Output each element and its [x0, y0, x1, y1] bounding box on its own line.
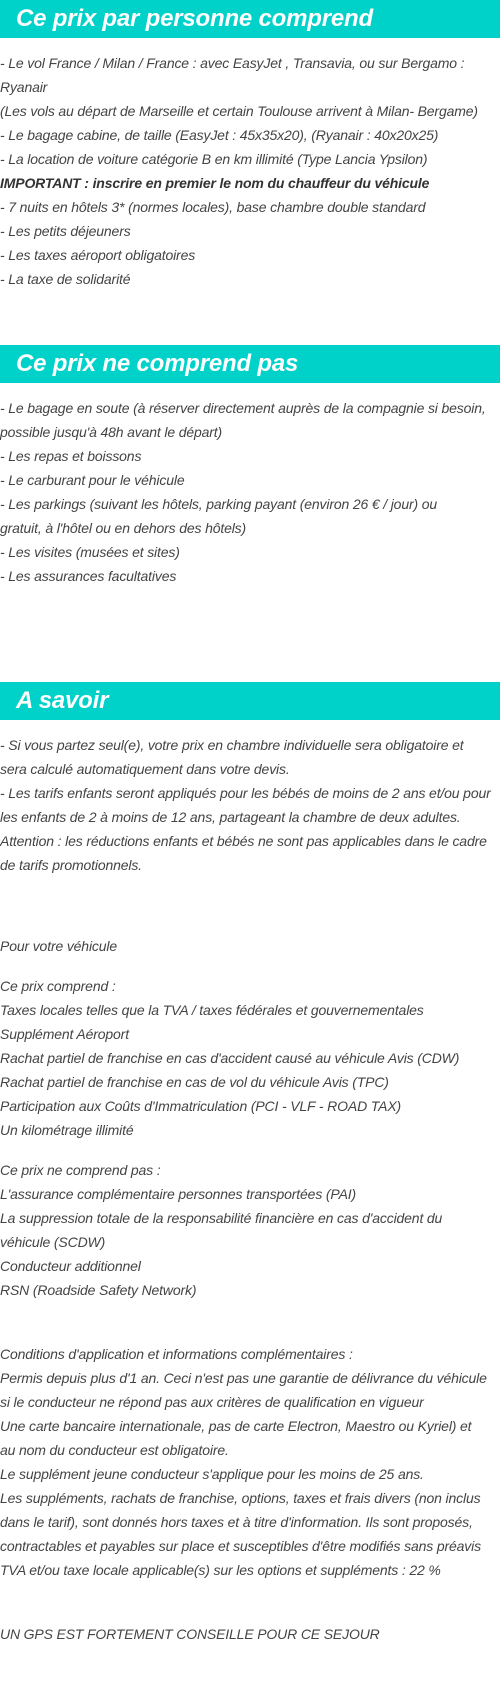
vehicle-heading: Pour votre véhicule: [0, 938, 117, 954]
list-item: - La location de voiture catégorie B en km illimité (Type Lancia Ypsilon): [0, 151, 428, 167]
list-item: Ryanair: [0, 79, 48, 95]
list-item: Une carte bancaire internationale, pas de carte Electron, Maestro ou Kyriel) et: [0, 1418, 472, 1434]
list-item: Attention : les réductions enfants et bébés ne sont pas applicables dans le cadre: [0, 833, 487, 849]
list-item: dans le tarif), sont donnés hors taxes et à titre d'information. Ils sont proposés,: [0, 1514, 473, 1530]
list-item: Rachat partiel de franchise en cas d'accident causé au véhicule Avis (CDW): [0, 1050, 460, 1066]
list-item: - Le carburant pour le véhicule: [0, 472, 185, 488]
list-item: Participation aux Coûts d'Immatriculation (PCI - VLF - ROAD TAX): [0, 1098, 402, 1114]
list-item: RSN (Roadside Safety Network): [0, 1282, 197, 1298]
list-item: si le conducteur ne répond pas aux critères de qualification en vigueur: [0, 1394, 424, 1410]
list-item: Supplément Aéroport: [0, 1026, 129, 1042]
good-to-know-list: [0, 720, 500, 877]
list-item: gratuit, à l'hôtel ou en dehors des hôtels): [0, 520, 247, 536]
section-title-excludes: Ce prix ne comprend pas: [0, 345, 500, 383]
list-item: - Les tarifs enfants seront appliqués pour les bébés de moins de 2 ans et/ou pour: [0, 785, 491, 801]
list-item: - 7 nuits en hôtels 3* (normes locales), base chambre double standard: [0, 199, 426, 215]
includes-list: [0, 38, 500, 291]
list-item: - Les repas et boissons: [0, 448, 142, 464]
list-item: possible jusqu'à 48h avant le départ): [0, 424, 223, 440]
list-item: Conducteur additionnel: [0, 1258, 141, 1274]
list-item: - Les taxes aéroport obligatoires: [0, 247, 196, 263]
list-item: - La taxe de solidarité: [0, 271, 131, 287]
excludes-list: [0, 383, 500, 588]
section-title-includes: Ce prix par personne comprend: [0, 0, 500, 38]
list-item: contractables et payables sur place et susceptibles d'être modifiés sans préavis: [0, 1538, 481, 1554]
list-item: L'assurance complémentaire personnes transportées (PAI): [0, 1186, 357, 1202]
vehicle-includes-heading: Ce prix comprend :: [0, 978, 116, 994]
list-item: Permis depuis plus d'1 an. Ceci n'est pas une garantie de délivrance du véhicule: [0, 1370, 487, 1386]
list-item: - Le bagage en soute (à réserver directement auprès de la compagnie si besoin,: [0, 400, 486, 416]
list-item: - Le bagage cabine, de taille (EasyJet : 45x35x20), (Ryanair : 40x20x25): [0, 127, 439, 143]
list-item: - Si vous partez seul(e), votre prix en chambre individuelle sera obligatoire et: [0, 737, 464, 753]
list-item: sera calculé automatiquement dans votre devis.: [0, 761, 290, 777]
list-item: - Les assurances facultatives: [0, 568, 177, 584]
list-item: Un kilométrage illimité: [0, 1122, 134, 1138]
section-excludes: [0, 345, 500, 588]
list-item: Les suppléments, rachats de franchise, options, taxes et frais divers (non inclus: [0, 1490, 481, 1506]
list-item: (Les vols au départ de Marseille et certain Toulouse arrivent à Milan- Bergame): [0, 103, 478, 119]
vehicle-info: [0, 934, 500, 1646]
list-item: de tarifs promotionnels.: [0, 857, 142, 873]
list-item: TVA et/ou taxe locale applicable(s) sur les options et suppléments : 22 %: [0, 1562, 441, 1578]
section-good-to-know: [0, 682, 500, 877]
list-item: - Les parkings (suivant les hôtels, parking payant (environ 26 € / jour) ou: [0, 496, 437, 512]
list-item: - Le vol France / Milan / France : avec EasyJet , Transavia, ou sur Bergamo :: [0, 55, 465, 71]
list-item: véhicule (SCDW): [0, 1234, 106, 1250]
gps-notice: UN GPS EST FORTEMENT CONSEILLE POUR CE SEJOUR: [0, 1626, 380, 1642]
list-item: les enfants de 2 à moins de 12 ans, partageant la chambre de deux adultes.: [0, 809, 461, 825]
list-item: au nom du conducteur est obligatoire.: [0, 1442, 229, 1458]
list-item: - Les petits déjeuners: [0, 223, 131, 239]
section-includes: [0, 0, 500, 291]
list-item: La suppression totale de la responsabilité financière en cas d'accident du: [0, 1210, 443, 1226]
list-item: - Les visites (musées et sites): [0, 544, 180, 560]
section-title-good-to-know: A savoir: [0, 682, 500, 720]
list-item: Rachat partiel de franchise en cas de vol du véhicule Avis (TPC): [0, 1074, 389, 1090]
list-item: Le supplément jeune conducteur s'applique pour les moins de 25 ans.: [0, 1466, 424, 1482]
vehicle-excludes-heading: Ce prix ne comprend pas :: [0, 1162, 161, 1178]
list-item: Taxes locales telles que la TVA / taxes fédérales et gouvernementales: [0, 1002, 424, 1018]
important-notice: IMPORTANT : inscrire en premier le nom du chauffeur du véhicule: [0, 175, 430, 191]
conditions-heading: Conditions d'application et informations complémentaires :: [0, 1346, 353, 1362]
